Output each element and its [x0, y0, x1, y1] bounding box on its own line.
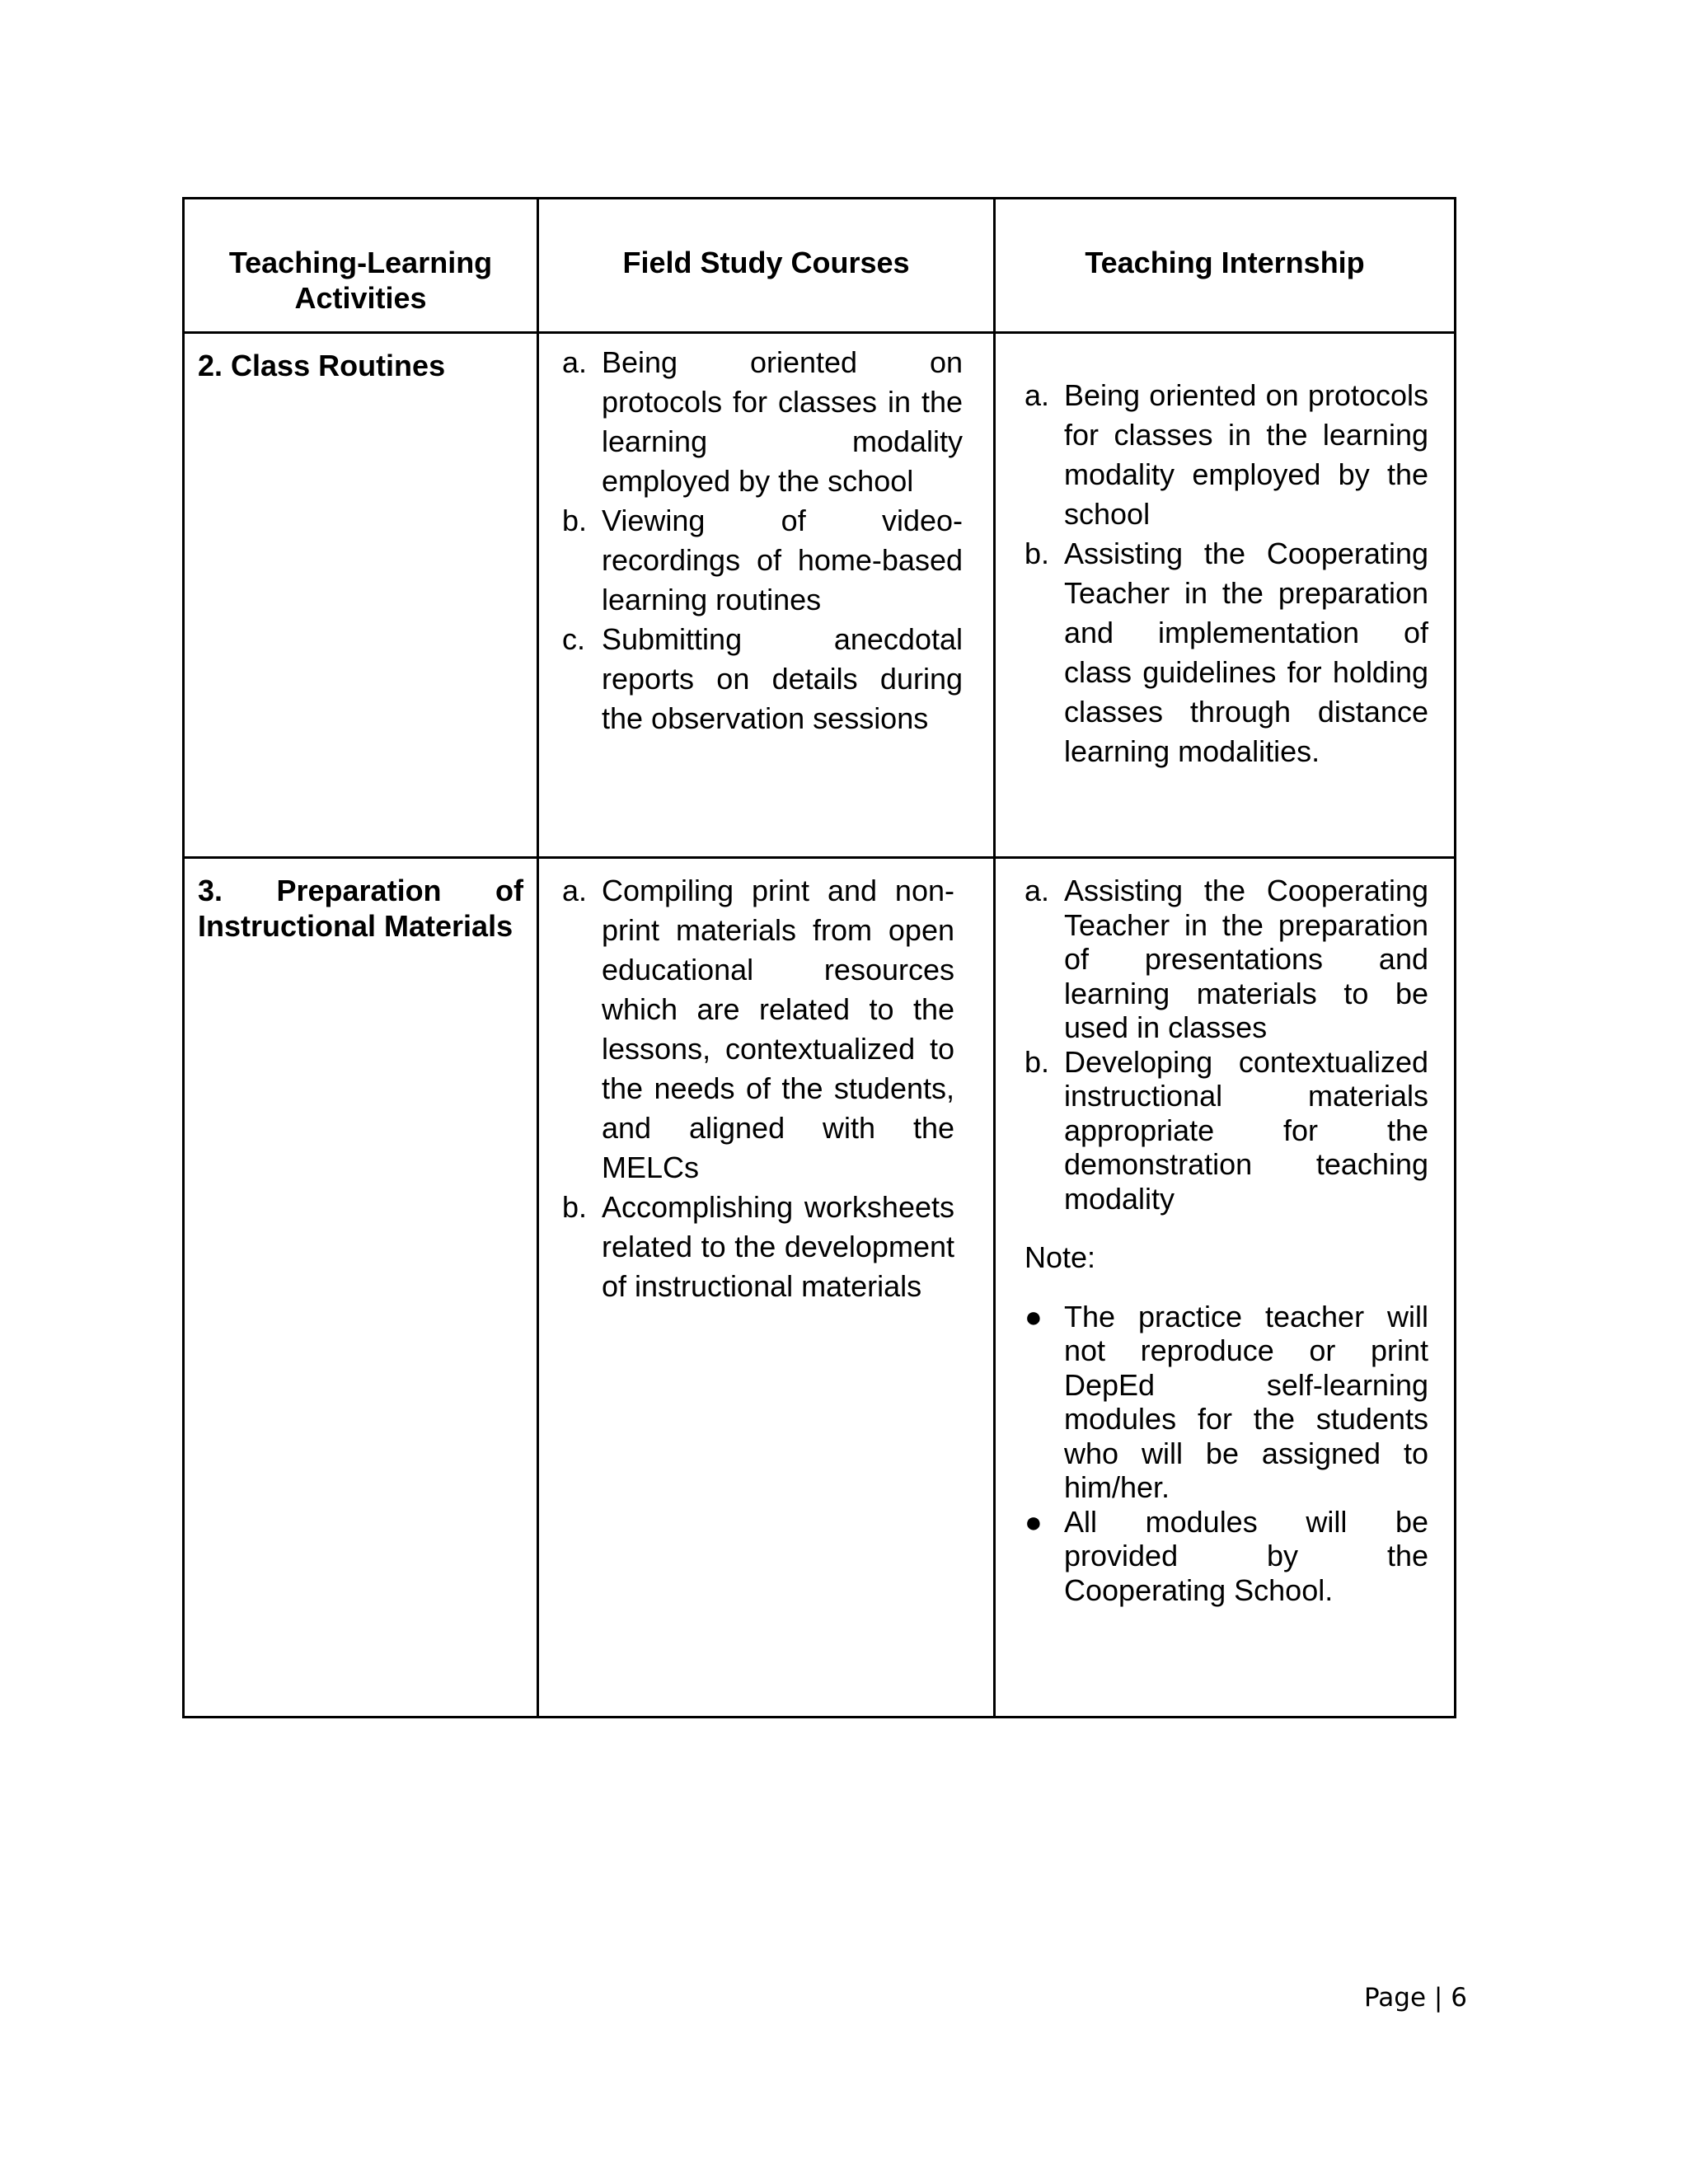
- row-divider: [185, 331, 1454, 334]
- list-item: ● All modules will be provided by the Cooperating School.: [1025, 1504, 1428, 1607]
- field-study-list: [562, 871, 954, 1306]
- note-label: Note:: [1025, 1240, 1096, 1274]
- list-item: a. Being oriented on protocols for classes in the learning modality employed by the school: [1025, 378, 1428, 531]
- list-item: b. Developing contextualized instructional materials appropriate for the demonstration teaching modality: [1025, 1044, 1428, 1216]
- note-bullets: [1025, 1300, 1428, 1608]
- internship-preparation-materials: [1025, 874, 1428, 1607]
- field-study-preparation-materials: [562, 871, 954, 1306]
- list-item: a. Assisting the Cooperating Teacher in the preparation of presentations and learning materials to be used in classes: [1025, 874, 1428, 1044]
- header-field-study: Field Study Courses: [622, 246, 910, 279]
- column-divider: [993, 199, 996, 1716]
- list-item: a. Compiling print and non-print materials from open educational resources which are related to the lessons, contextualized to the needs of the students, and aligned with the MELCs: [562, 874, 954, 1184]
- page-number: Page | 6: [1364, 1983, 1467, 2013]
- activity-preparation-materials: 3. Preparation of Instructional Materials: [198, 874, 523, 943]
- row-divider: [185, 856, 1454, 859]
- header-internship: Teaching Internship: [1085, 246, 1365, 279]
- internship-list: [1025, 376, 1428, 771]
- activity-class-routines: 2. Class Routines: [198, 349, 446, 382]
- column-divider: [537, 199, 539, 1716]
- field-study-list: [562, 343, 963, 738]
- activities-table: [182, 197, 1456, 1718]
- header-activities: Teaching-Learning Activities: [228, 246, 493, 315]
- list-item: ● The practice teacher will not reproduce or print DepEd self-learning modules for the students who will be assigned to him/her.: [1025, 1299, 1428, 1504]
- field-study-class-routines: [562, 343, 963, 738]
- internship-list: [1025, 874, 1428, 1216]
- list-item: b. Viewing of video-recordings of home-based learning routines: [562, 504, 963, 616]
- list-item: b. Assisting the Cooperating Teacher in the preparation and implementation of class guidelines for holding classes through distance learning modalities.: [1025, 537, 1428, 768]
- internship-class-routines: [1025, 376, 1428, 771]
- list-item: c. Submitting anecdotal reports on details during the observation sessions: [562, 622, 963, 735]
- list-item: b. Accomplishing worksheets related to the development of instructional materials: [562, 1190, 954, 1303]
- list-item: a. Being oriented on protocols for classes in the learning modality employed by the school: [562, 345, 963, 498]
